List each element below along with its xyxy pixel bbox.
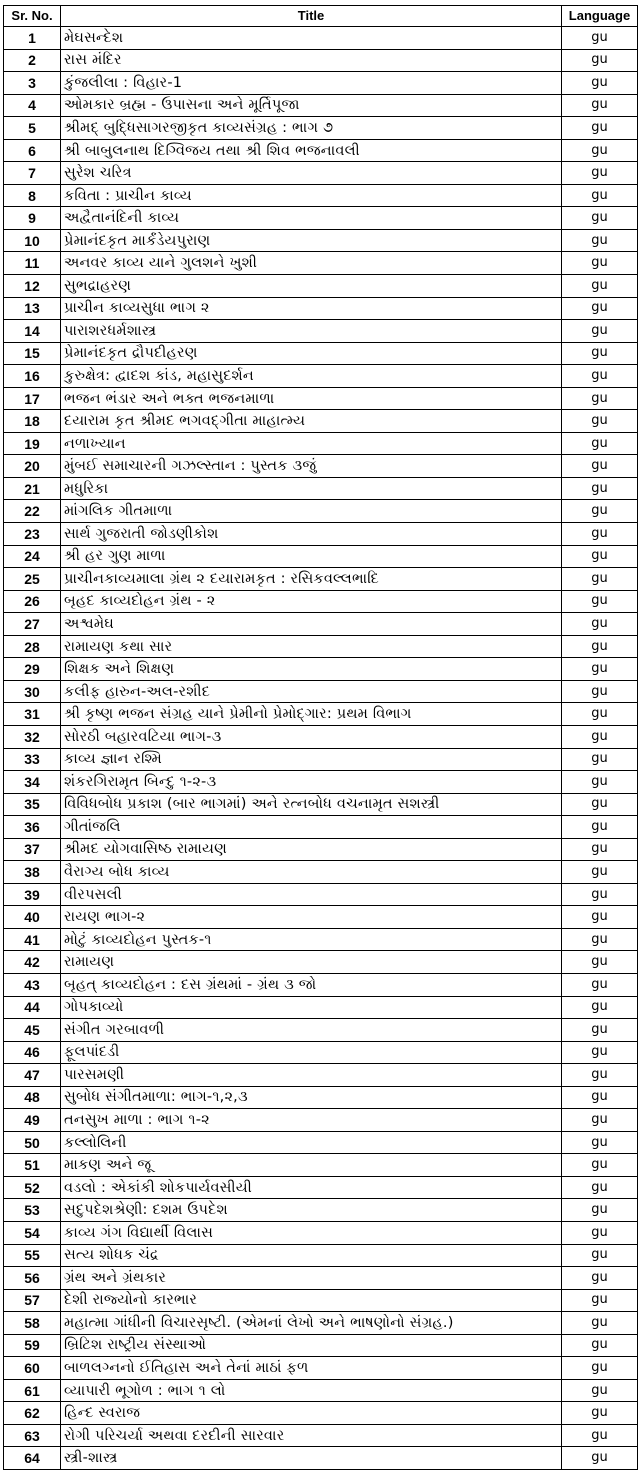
language-cell: gu (562, 568, 638, 591)
language-cell: gu (562, 1402, 638, 1425)
table-row (4, 117, 638, 140)
language-cell: gu (562, 906, 638, 929)
language-cell: gu (562, 455, 638, 478)
sr-no-cell: 3 (4, 72, 61, 95)
title-cell: વીરપસલી (61, 883, 562, 906)
language-cell: gu (562, 297, 638, 320)
title-cell: પ્રેમાનંદકૃત માર્કંડેયપુરાણ (61, 229, 562, 252)
table-row (4, 1221, 638, 1244)
language-header: Language (562, 6, 638, 27)
sr-no-cell: 21 (4, 477, 61, 500)
language-cell: gu (562, 72, 638, 95)
language-cell: gu (562, 748, 638, 771)
language-cell: gu (562, 275, 638, 298)
language-cell: gu (562, 635, 638, 658)
table-row (4, 139, 638, 162)
header-row (4, 6, 638, 27)
table-row (4, 1244, 638, 1267)
language-cell: gu (562, 1221, 638, 1244)
table-row (4, 861, 638, 884)
sr-no-cell: 12 (4, 275, 61, 298)
language-cell: gu (562, 545, 638, 568)
language-cell: gu (562, 410, 638, 433)
language-cell: gu (562, 139, 638, 162)
language-cell: gu (562, 1289, 638, 1312)
table-row (4, 365, 638, 388)
table-row (4, 320, 638, 343)
table-row (4, 883, 638, 906)
table-row (4, 838, 638, 861)
title-cell: મહાત્મા ગાંધીની વિચારસૃષ્ટી. (એમનાં લેખો અને ભાષણોનો સંગ્રહ.) (61, 1312, 562, 1335)
sr-no-cell: 25 (4, 568, 61, 591)
sr-no-cell: 43 (4, 973, 61, 996)
title-cell: દયારામ કૃત શ્રીમદ ભગવદ્ગીતા માહાત્મ્ય (61, 410, 562, 433)
title-cell: વિવિધબોધ પ્રકાશ (બાર ભાગમાં) અને રત્નબોધ વચનામૃત સશસ્ત્રી (61, 793, 562, 816)
table-row (4, 275, 638, 298)
language-cell: gu (562, 1267, 638, 1290)
table-row (4, 49, 638, 72)
table-row (4, 1041, 638, 1064)
title-cell: ઓમકાર બ્રહ્મ - ઉપાસના અને મૂર્તિપૂજા (61, 94, 562, 117)
table-row (4, 207, 638, 230)
language-cell: gu (562, 771, 638, 794)
language-cell: gu (562, 1334, 638, 1357)
sr-no-cell: 16 (4, 365, 61, 388)
title-cell: બ્રિટિશ રાષ્ટ્રીય સંસ્થાઓ (61, 1334, 562, 1357)
language-cell: gu (562, 1041, 638, 1064)
language-cell: gu (562, 928, 638, 951)
sr-no-cell: 4 (4, 94, 61, 117)
title-cell: શ્રીમદ યોગવાસિષ્ઠ રામાયણ (61, 838, 562, 861)
table-row (4, 545, 638, 568)
table-row (4, 635, 638, 658)
sr-no-cell: 34 (4, 771, 61, 794)
sr-no-cell: 61 (4, 1379, 61, 1402)
title-cell: ફૂલપાંદડી (61, 1041, 562, 1064)
language-cell: gu (562, 838, 638, 861)
title-cell: સ્ત્રી-શાસ્ત્ર (61, 1447, 562, 1470)
title-cell: માંગલિક ગીતમાળા (61, 500, 562, 523)
sr-no-cell: 50 (4, 1131, 61, 1154)
table-row (4, 996, 638, 1019)
title-cell: પ્રેમાનંદકૃત દ્રૌપદીહરણ (61, 342, 562, 365)
title-cell: મધુરિકા (61, 477, 562, 500)
table-row (4, 342, 638, 365)
table-row (4, 1154, 638, 1177)
table-row (4, 162, 638, 185)
table-header (4, 6, 638, 27)
language-cell: gu (562, 1379, 638, 1402)
table-row (4, 1402, 638, 1425)
sr-no-cell: 38 (4, 861, 61, 884)
language-cell: gu (562, 1357, 638, 1380)
sr-no-cell: 63 (4, 1424, 61, 1447)
language-cell: gu (562, 951, 638, 974)
table-row (4, 523, 638, 546)
language-cell: gu (562, 816, 638, 839)
title-cell: પ્રાચીનકાવ્યમાલા ગ્રંથ ૨ દયારામકૃત : રસિકવલ્લભાદિ (61, 568, 562, 591)
table-row (4, 1289, 638, 1312)
title-cell: કલીફ હારુન-અલ-રશીદ (61, 680, 562, 703)
title-cell: રાયણ ભાગ-૨ (61, 906, 562, 929)
title-cell: બૃહદ કાવ્યદોહન ગ્રંથ - ૨ (61, 590, 562, 613)
sr-no-cell: 39 (4, 883, 61, 906)
sr-no-cell: 47 (4, 1064, 61, 1087)
table-row (4, 568, 638, 591)
language-cell: gu (562, 996, 638, 1019)
sr-no-cell: 57 (4, 1289, 61, 1312)
language-cell: gu (562, 1312, 638, 1335)
table-row (4, 1357, 638, 1380)
table-row (4, 590, 638, 613)
title-cell: સુરેશ ચરિત્ર (61, 162, 562, 185)
language-cell: gu (562, 1199, 638, 1222)
language-cell: gu (562, 162, 638, 185)
sr-no-cell: 48 (4, 1086, 61, 1109)
table-row (4, 1447, 638, 1470)
sr-no-cell: 33 (4, 748, 61, 771)
title-cell: મેઘસન્દેશ (61, 27, 562, 50)
title-cell: રામાયણ (61, 951, 562, 974)
title-cell: પારાશરધર્મશાસ્ત્ર (61, 320, 562, 343)
table-row (4, 906, 638, 929)
language-cell: gu (562, 184, 638, 207)
sr-no-cell: 46 (4, 1041, 61, 1064)
table-row (4, 477, 638, 500)
title-cell: માકણ અને જૂ (61, 1154, 562, 1177)
language-cell: gu (562, 590, 638, 613)
table-row (4, 72, 638, 95)
language-cell: gu (562, 387, 638, 410)
title-cell: વડલો : એકાંકી શોકપાર્યવસીયી (61, 1176, 562, 1199)
sr-no-cell: 56 (4, 1267, 61, 1290)
sr-no-cell: 35 (4, 793, 61, 816)
table-row (4, 455, 638, 478)
sr-no-cell: 7 (4, 162, 61, 185)
language-cell: gu (562, 1447, 638, 1470)
title-cell: સોરઠી બહારવટિયા ભાગ-૩ (61, 725, 562, 748)
sr-no-cell: 17 (4, 387, 61, 410)
title-cell: મુંબઈ સમાચારની ગઝલ્સ્તાન : પુસ્તક ૩જું (61, 455, 562, 478)
sr-no-cell: 26 (4, 590, 61, 613)
title-cell: કુરુક્ષેત્ર: દ્વાદશ કાંડ, મહાસુદર્શન (61, 365, 562, 388)
title-cell: બાળલગ્નનો ઈતિહાસ અને તેનાં માઠાં ફળ (61, 1357, 562, 1380)
language-cell: gu (562, 27, 638, 50)
title-cell: રોગી પરિચર્યા અથવા દરદીની સારવાર (61, 1424, 562, 1447)
title-cell: સંગીત ગરબાવળી (61, 1019, 562, 1042)
language-cell: gu (562, 207, 638, 230)
language-cell: gu (562, 252, 638, 275)
sr-no-header: Sr. No. (4, 6, 61, 27)
sr-no-cell: 58 (4, 1312, 61, 1335)
language-cell: gu (562, 1424, 638, 1447)
sr-no-cell: 54 (4, 1221, 61, 1244)
table-row (4, 703, 638, 726)
sr-no-cell: 10 (4, 229, 61, 252)
title-cell: રામાયણ કથા સાર (61, 635, 562, 658)
table-row (4, 1312, 638, 1335)
title-cell: કુંજલીલા : વિહાર-1 (61, 72, 562, 95)
sr-no-cell: 53 (4, 1199, 61, 1222)
language-cell: gu (562, 49, 638, 72)
table-row (4, 725, 638, 748)
table-row (4, 1267, 638, 1290)
sr-no-cell: 9 (4, 207, 61, 230)
title-cell: શ્રી કૃષ્ણ ભજન સંગ્રહ યાને પ્રેમીનો પ્રેમોદ્ગાર: પ્રથમ વિભાગ (61, 703, 562, 726)
language-cell: gu (562, 1154, 638, 1177)
table-row (4, 613, 638, 636)
language-cell: gu (562, 658, 638, 681)
table-row (4, 658, 638, 681)
language-cell: gu (562, 883, 638, 906)
language-cell: gu (562, 1109, 638, 1132)
title-cell: પારસમણી (61, 1064, 562, 1087)
title-cell: અશ્વમેઘ (61, 613, 562, 636)
title-cell: કવિતા : પ્રાચીન કાવ્ય (61, 184, 562, 207)
language-cell: gu (562, 320, 638, 343)
table-row (4, 1109, 638, 1132)
table-row (4, 1424, 638, 1447)
table-row (4, 27, 638, 50)
sr-no-cell: 32 (4, 725, 61, 748)
title-cell: સુબોધ સંગીતમાળા: ભાગ-૧,૨,૩ (61, 1086, 562, 1109)
language-cell: gu (562, 680, 638, 703)
table-row (4, 951, 638, 974)
table-row (4, 793, 638, 816)
sr-no-cell: 19 (4, 432, 61, 455)
sr-no-cell: 45 (4, 1019, 61, 1042)
language-cell: gu (562, 523, 638, 546)
title-cell: ગીતાંજલિ (61, 816, 562, 839)
table-row (4, 387, 638, 410)
title-cell: હિન્દ સ્વરાજ (61, 1402, 562, 1425)
table-row (4, 94, 638, 117)
table-row (4, 1199, 638, 1222)
title-cell: બૃહત્ કાવ્યદોહન : દસ ગ્રંથમાં - ગ્રંથ ૩ જો (61, 973, 562, 996)
language-cell: gu (562, 1086, 638, 1109)
sr-no-cell: 13 (4, 297, 61, 320)
language-cell: gu (562, 500, 638, 523)
table-row (4, 229, 638, 252)
table-row (4, 184, 638, 207)
language-cell: gu (562, 229, 638, 252)
language-cell: gu (562, 793, 638, 816)
title-cell: શ્રીમદ્ બુદ્ધિસાગરજીકૃત કાવ્યસંગ્રહ : ભાગ ૭ (61, 117, 562, 140)
language-cell: gu (562, 1064, 638, 1087)
sr-no-cell: 37 (4, 838, 61, 861)
table-body (4, 27, 638, 1470)
sr-no-cell: 31 (4, 703, 61, 726)
sr-no-cell: 23 (4, 523, 61, 546)
sr-no-cell: 44 (4, 996, 61, 1019)
table-row (4, 771, 638, 794)
sr-no-cell: 8 (4, 184, 61, 207)
language-cell: gu (562, 342, 638, 365)
language-cell: gu (562, 117, 638, 140)
sr-no-cell: 20 (4, 455, 61, 478)
title-cell: વૈરાગ્ય બોધ કાવ્ય (61, 861, 562, 884)
title-cell: અદ્વૈતાનંદિની કાવ્ય (61, 207, 562, 230)
sr-no-cell: 41 (4, 928, 61, 951)
table-row (4, 973, 638, 996)
language-cell: gu (562, 613, 638, 636)
table-row (4, 1334, 638, 1357)
language-cell: gu (562, 1019, 638, 1042)
title-cell: સત્ય શોધક ચંદ્ર (61, 1244, 562, 1267)
title-cell: શ્રી હર ગુણ માળા (61, 545, 562, 568)
sr-no-cell: 51 (4, 1154, 61, 1177)
title-cell: સાર્થ ગુજરાતી જોડણીકોશ (61, 523, 562, 546)
title-header: Title (61, 6, 562, 27)
sr-no-cell: 55 (4, 1244, 61, 1267)
title-cell: પ્રાચીન કાવ્યસુધા ભાગ ૨ (61, 297, 562, 320)
title-cell: સદુપદેશશ્રેણી: દશમ ઉપદેશ (61, 1199, 562, 1222)
sr-no-cell: 29 (4, 658, 61, 681)
title-cell: દેશી રાજ્યોનો કારભાર (61, 1289, 562, 1312)
sr-no-cell: 62 (4, 1402, 61, 1425)
table-row (4, 928, 638, 951)
sr-no-cell: 36 (4, 816, 61, 839)
sr-no-cell: 52 (4, 1176, 61, 1199)
language-cell: gu (562, 861, 638, 884)
language-cell: gu (562, 1131, 638, 1154)
sr-no-cell: 15 (4, 342, 61, 365)
title-cell: નળાખ્યાન (61, 432, 562, 455)
language-cell: gu (562, 1176, 638, 1199)
title-cell: કાવ્ય જ્ઞાન રશ્મિ (61, 748, 562, 771)
table-row (4, 816, 638, 839)
sr-no-cell: 28 (4, 635, 61, 658)
title-cell: રાસ મંદિર (61, 49, 562, 72)
sr-no-cell: 40 (4, 906, 61, 929)
sr-no-cell: 1 (4, 27, 61, 50)
sr-no-cell: 64 (4, 1447, 61, 1470)
sr-no-cell: 27 (4, 613, 61, 636)
language-cell: gu (562, 703, 638, 726)
sr-no-cell: 22 (4, 500, 61, 523)
title-cell: કાવ્ય ગંગ વિદ્યાર્થી વિલાસ (61, 1221, 562, 1244)
title-cell: સુભદ્રાહરણ (61, 275, 562, 298)
language-cell: gu (562, 365, 638, 388)
table-row (4, 252, 638, 275)
title-cell: વ્યાપારી ભૂગોળ : ભાગ ૧ લો (61, 1379, 562, 1402)
title-cell: અનવર કાવ્ય યાને ગુલશને ખુશી (61, 252, 562, 275)
sr-no-cell: 59 (4, 1334, 61, 1357)
table-row (4, 1086, 638, 1109)
table-row (4, 500, 638, 523)
title-cell: ગ્રંથ અને ગ્રંથકાર (61, 1267, 562, 1290)
sr-no-cell: 24 (4, 545, 61, 568)
title-cell: તનસુખ માળા : ભાગ ૧-૨ (61, 1109, 562, 1132)
title-cell: મોટું કાવ્યદોહન પુસ્તક-૧ (61, 928, 562, 951)
sr-no-cell: 60 (4, 1357, 61, 1380)
title-cell: ગોપકાવ્યો (61, 996, 562, 1019)
language-cell: gu (562, 94, 638, 117)
language-cell: gu (562, 1244, 638, 1267)
table-row (4, 1019, 638, 1042)
table-row (4, 432, 638, 455)
title-cell: શંકરગિરામૃત બિન્દુ ૧-૨-૩ (61, 771, 562, 794)
table-row (4, 1064, 638, 1087)
sr-no-cell: 11 (4, 252, 61, 275)
book-list-table (3, 5, 638, 1470)
table-row (4, 1131, 638, 1154)
language-cell: gu (562, 725, 638, 748)
table-row (4, 1379, 638, 1402)
sr-no-cell: 14 (4, 320, 61, 343)
sr-no-cell: 5 (4, 117, 61, 140)
table-row (4, 748, 638, 771)
sr-no-cell: 18 (4, 410, 61, 433)
title-cell: કલ્લોલિની (61, 1131, 562, 1154)
title-cell: શિક્ષક અને શિક્ષણ (61, 658, 562, 681)
table-row (4, 410, 638, 433)
sr-no-cell: 30 (4, 680, 61, 703)
title-cell: શ્રી બાબુલનાથ દિગ્વિજય તથા શ્રી શિવ ભજનાવલી (61, 139, 562, 162)
title-cell: ભજન ભંડાર અને ભક્ત ભજનમાળા (61, 387, 562, 410)
sr-no-cell: 49 (4, 1109, 61, 1132)
table-row (4, 1176, 638, 1199)
table-row (4, 297, 638, 320)
sr-no-cell: 6 (4, 139, 61, 162)
language-cell: gu (562, 477, 638, 500)
sr-no-cell: 2 (4, 49, 61, 72)
language-cell: gu (562, 432, 638, 455)
sr-no-cell: 42 (4, 951, 61, 974)
language-cell: gu (562, 973, 638, 996)
table-row (4, 680, 638, 703)
